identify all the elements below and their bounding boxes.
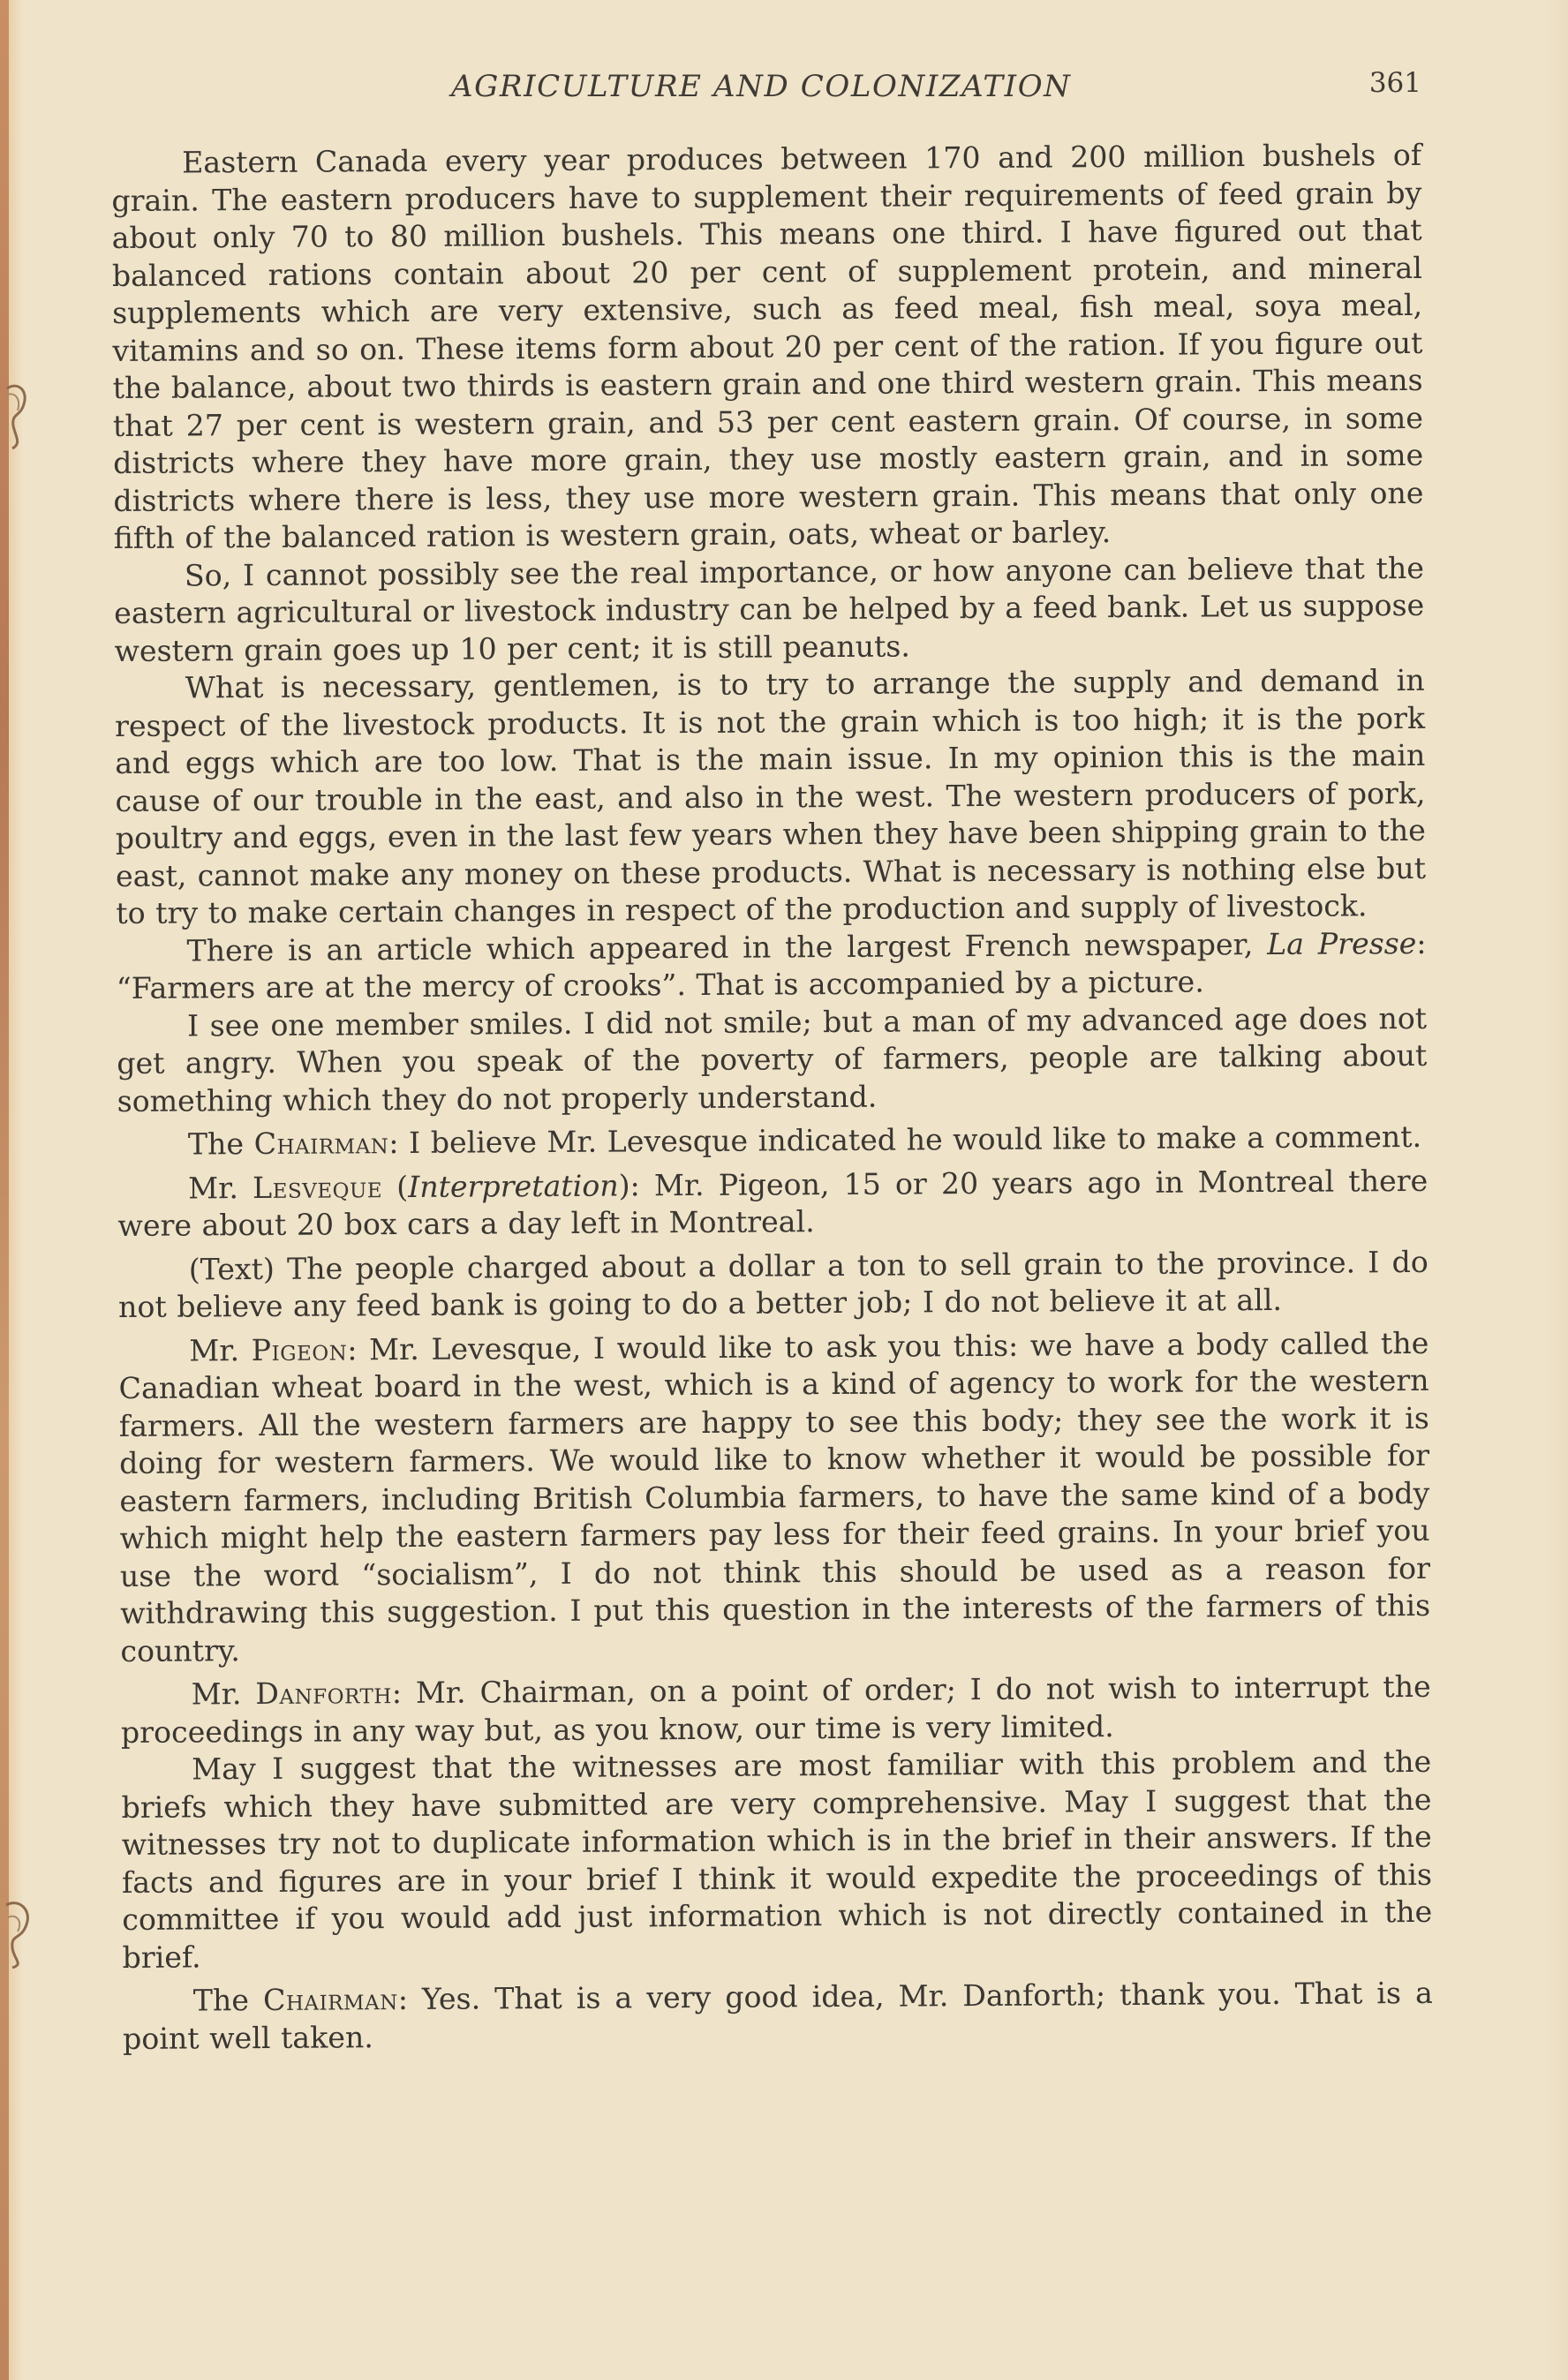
paragraph-text: What is necessary, gentlemen, is to try to arrange the supply and demand in respect of the livestock products. It is not the grain which is too high; it is the pork and eggs which are too low. That is the main issue. In my opinion this is the main cause of our trouble in the east, and also in the west. The western producers of pork, poultry and eggs, even in the last few years when they have been shipping grain to the east, cannot make any money on these products. What is necessary is nothing else but to try to make certain changes in respect of the production and supply of livestock.: [114, 662, 1427, 930]
speaker-prefix: The: [187, 1126, 254, 1162]
paragraph-text: I see one member smiles. I did not smile; but a man of my advanced age does not get angry. When you speak of the poverty of farmers, people are talking about something which they do not properly understand.: [117, 1000, 1428, 1118]
paragraph-text: : “Farmers are at the mercy of crooks”. That is accompanied by a picture.: [116, 925, 1427, 1005]
paragraph-text: So, I cannot possibly see the real importance, or how anyone can believe that the eastern agricultural or livestock industry can be helped by a feed bank. Let us suppose western grain goes up 10 per cent; it is still peanuts.: [114, 550, 1425, 668]
speaker-name: Pigeon: [251, 1331, 348, 1367]
paragraph: [114, 549, 1425, 670]
speaker-paragraph: [117, 1118, 1428, 1164]
speaker-paragraph: [117, 1162, 1428, 1245]
interpretation-label: Interpretation: [408, 1168, 619, 1204]
paragraph: [115, 662, 1427, 933]
speaker-paragraph: [118, 1324, 1430, 1670]
paragraph-text: : Yes. That is a very good idea, Mr. Danforth; thank you. That is a point well taken.: [122, 1975, 1433, 2056]
article-body: [111, 137, 1435, 2316]
newspaper-title: La Presse: [1267, 925, 1417, 961]
paragraph: [117, 999, 1428, 1120]
speaker-paragraph: [123, 1975, 1433, 2058]
paragraph: [111, 137, 1424, 558]
speaker-name: Chairman: [253, 1126, 389, 1162]
page-number: 361: [1368, 67, 1421, 99]
paragraph-text: (Text) The people charged about a dollar a ton to sell grain to the province. I do not believe any feed bank is going to do a better job; I do not believe it at all.: [117, 1244, 1429, 1324]
paragraph-text: There is an article which appeared in the largest French newspaper,: [186, 926, 1268, 968]
speaker-prefix: The: [192, 1982, 264, 2018]
binding-thread-mark: [2, 1898, 34, 1969]
speaker-name: Danforth: [255, 1676, 392, 1712]
speaker-name: Chairman: [262, 1982, 398, 2017]
page-edge: [0, 0, 9, 2380]
paragraph: [118, 1243, 1429, 1326]
paragraph-text: ): Mr. Pigeon, 15 or 20 years ago in Montreal there were about 20 box cars a day left in Montreal.: [117, 1163, 1429, 1243]
running-title: AGRICULTURE AND COLONIZATION: [451, 69, 1072, 104]
speaker-prefix: Mr.: [188, 1170, 253, 1205]
paragraph: [121, 1744, 1433, 1977]
binding-thread-mark: [2, 380, 34, 450]
paragraph: [116, 924, 1426, 1007]
paragraph-text: : I believe Mr. Levesque indicated he would like to make a comment.: [388, 1118, 1422, 1161]
paragraph-text: May I suggest that the witnesses are most familiar with this problem and the briefs which they have submitted are very comprehensive. May I suggest that the witnesses try not to duplicate information which is in the brief in their answers. If the facts and figures are in your brief I think it would expedite the proceedings of this committee if you would add just information which is not directly contained in the brief.: [121, 1744, 1433, 1975]
speaker-prefix: Mr.: [189, 1332, 252, 1367]
paragraph-text: : Mr. Levesque, I would like to ask you this: we have a body called the Canadian wheat board in the west, which is a kind of agency to work for the western farmers. All the western farmers are happy to see this body; they see the work it is doing for western farmers. We would like to know whether it would be possible for eastern farmers, including British Columbia farmers, to have the same kind of a body which might help the eastern farmers pay less for their feed grains. In your brief you use the word “socialism”, I do not think this should be used as a reason for withdrawing this suggestion. I put this question in the interests of the farmers of this country.: [118, 1325, 1431, 1668]
paragraph-text: Eastern Canada every year produces between 170 and 200 million bushels of grain. The eastern producers have to supplement their requirements of feed grain by about only 70 to 80 million bushels. This means one third. I have figured out that balanced rations contain about 20 per cent of supplement protein, and mineral supplements which are very extensive, such as feed meal, fish meal, soya meal, vitamins and so on. These items form about 20 per cent of the ration. If you figure out the balance, about two thirds is eastern grain and one third western grain. This means that 27 per cent is western grain, and 53 per cent eastern grain. Of course, in some districts where they have more grain, they use mostly eastern grain, and in some districts where there is less, they use more western grain. This means that only one fifth of the balanced ration is western grain, oats, wheat or barley.: [111, 137, 1424, 555]
speaker-name: Lesveque: [252, 1169, 383, 1205]
page-header: [111, 64, 1421, 117]
speaker-note-open: (: [381, 1169, 409, 1204]
speaker-paragraph: [121, 1668, 1431, 1751]
speaker-prefix: Mr.: [191, 1676, 256, 1712]
paragraph-text: : Mr. Chairman, on a point of order; I do not wish to interrupt the proceedings in any way but, as you know, our time is very limited.: [120, 1668, 1431, 1750]
